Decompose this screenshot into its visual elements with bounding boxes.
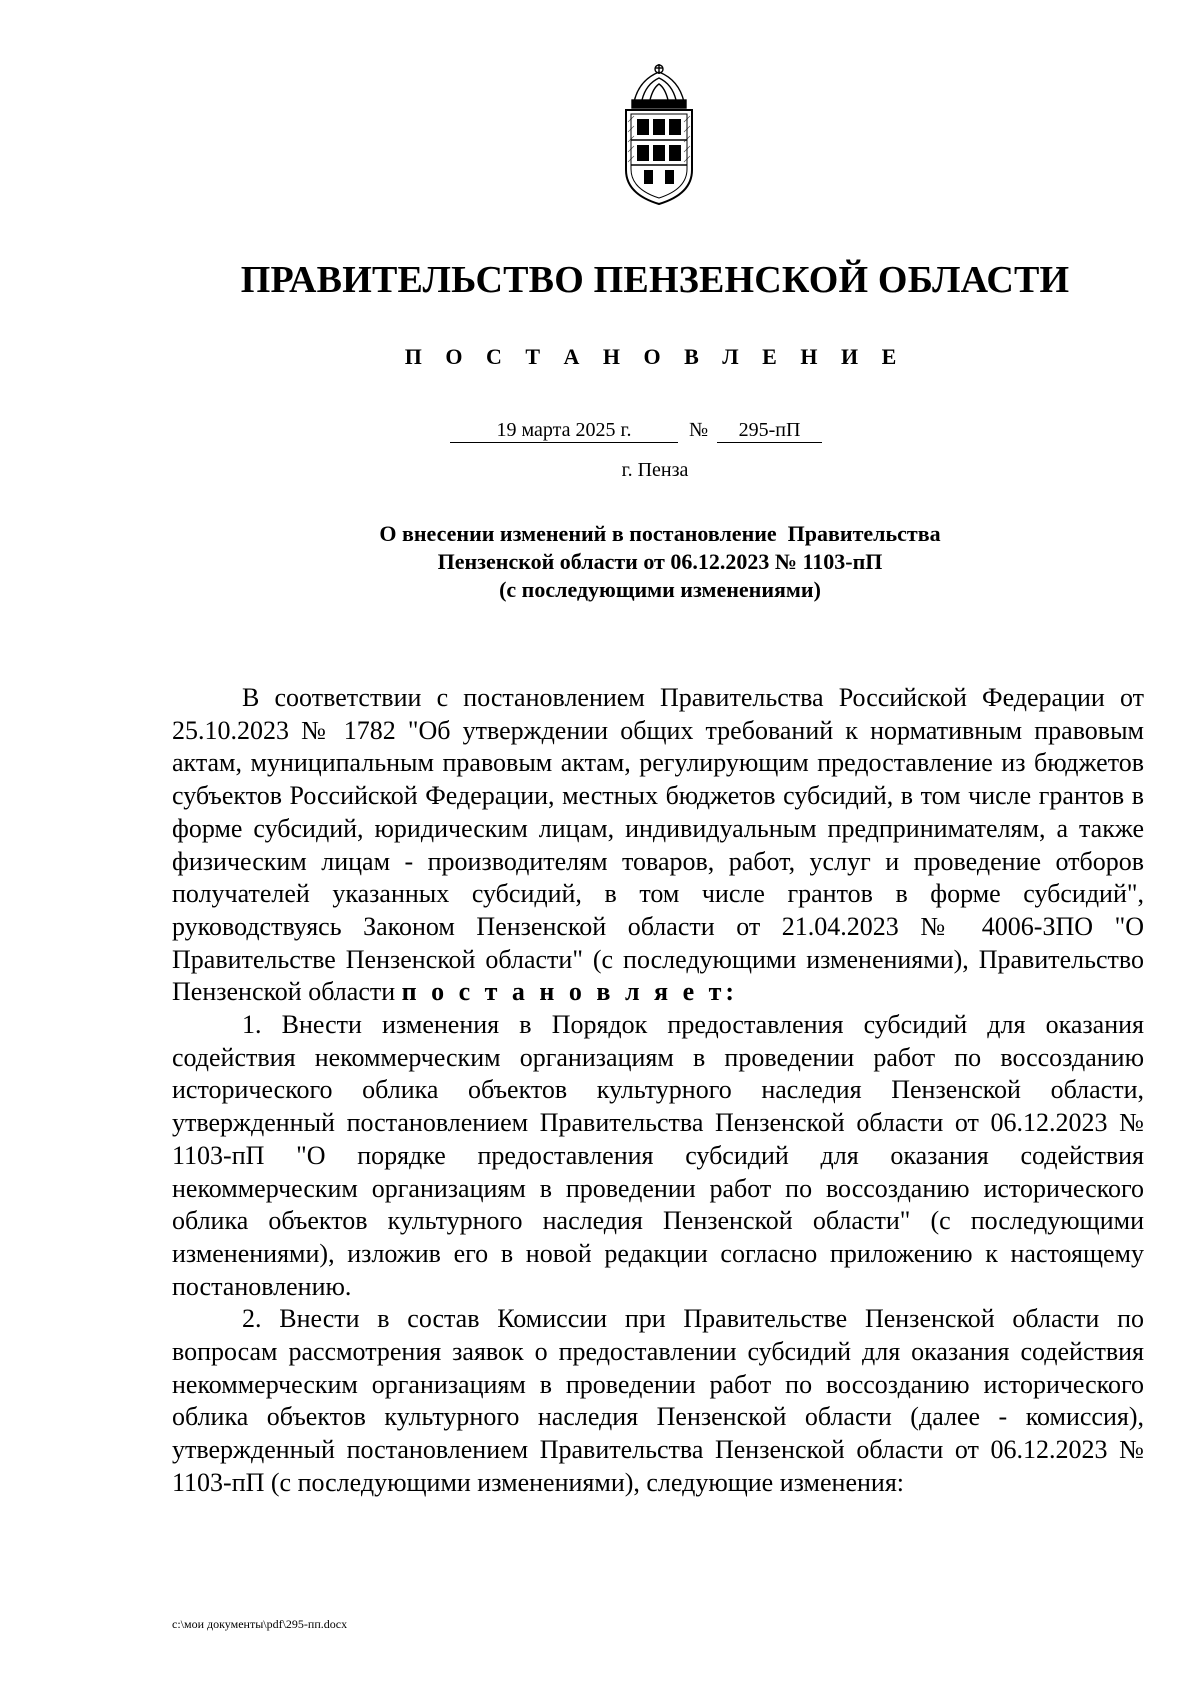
preamble-text: В соответствии с постановлением Правительства Российской Федерации от 25.10.2023 № 1782 "Об утверждении общих требований к нормативным правовым актам, муниципальным правовым актам, регулирующим предоставление из бюджетов субъектов Российской Федерации, местных бюджетов субсидий, в том числе грантов в форме субсидий, юридическим лицам, индивидуальным предпринимателям, а также физическим лицам - производителям товаров, работ, услуг и проведение отборов получателей указанных субсидий, в том числе грантов в форме субсидий", руководствуясь Законом Пензенской области от 21.04.2023 № 4006-ЗПО "О Правительстве Пензенской области" (с последующими изменениями), Правительство Пензенской области (172, 683, 1144, 1007)
document-date: 19 марта 2025 г. (450, 418, 678, 443)
decree-word: п о с т а н о в л я е т: (401, 977, 739, 1007)
clause-1-paragraph: 1. Внести изменения в Порядок предоставления субсидий для оказания содействия некоммерческим организациям в проведении работ по воссозданию исторического облика объектов культурного наследия Пензенской области, утвержденный постановлением Правительства Пензенской области от 06.12.2023 № 1103-пП "О порядке предоставления субсидий для оказания содействия некоммерческим организациям в проведении работ по воссозданию исторического облика объектов культурного наследия Пензенской области" (с последующими изменениями), изложив его в новой редакции согласно приложению к настоящему постановлению. (172, 1010, 1144, 1301)
file-path-footer: c:\мои документы\pdf\295-пп.docx (172, 1617, 348, 1631)
document-type-heading: П О С Т А Н О В Л Е Н И Е (404, 344, 906, 369)
subject-line: Пензенской области от 06.12.2023 № 1103-пП (437, 549, 883, 574)
organization-title: ПРАВИТЕЛЬСТВО ПЕНЗЕНСКОЙ ОБЛАСТИ (240, 259, 1070, 301)
number-sign: № (689, 419, 709, 441)
document-subject (300, 520, 1020, 604)
subject-line: О внесении изменений в постановление Правительства (379, 521, 941, 546)
document-city: г. Пенза (621, 459, 689, 481)
coat-of-arms-emblem-icon (604, 62, 714, 212)
preamble-paragraph (172, 682, 1144, 1009)
clause-2-paragraph: 2. Внести в состав Комиссии при Правительстве Пензенской области по вопросам рассмотрения заявок о предоставлении субсидий для оказания содействия некоммерческим организациям в проведении работ по воссозданию исторического облика объектов культурного наследия Пензенской области (далее - комиссия), утвержденный постановлением Правительства Пензенской области от 06.12.2023 № 1103-пП (с последующими изменениями), следующие изменения: (172, 1304, 1144, 1497)
document-number: 295-пП (717, 418, 822, 443)
subject-line: (с последующими изменениями) (499, 577, 821, 602)
document-body (172, 682, 1144, 1500)
